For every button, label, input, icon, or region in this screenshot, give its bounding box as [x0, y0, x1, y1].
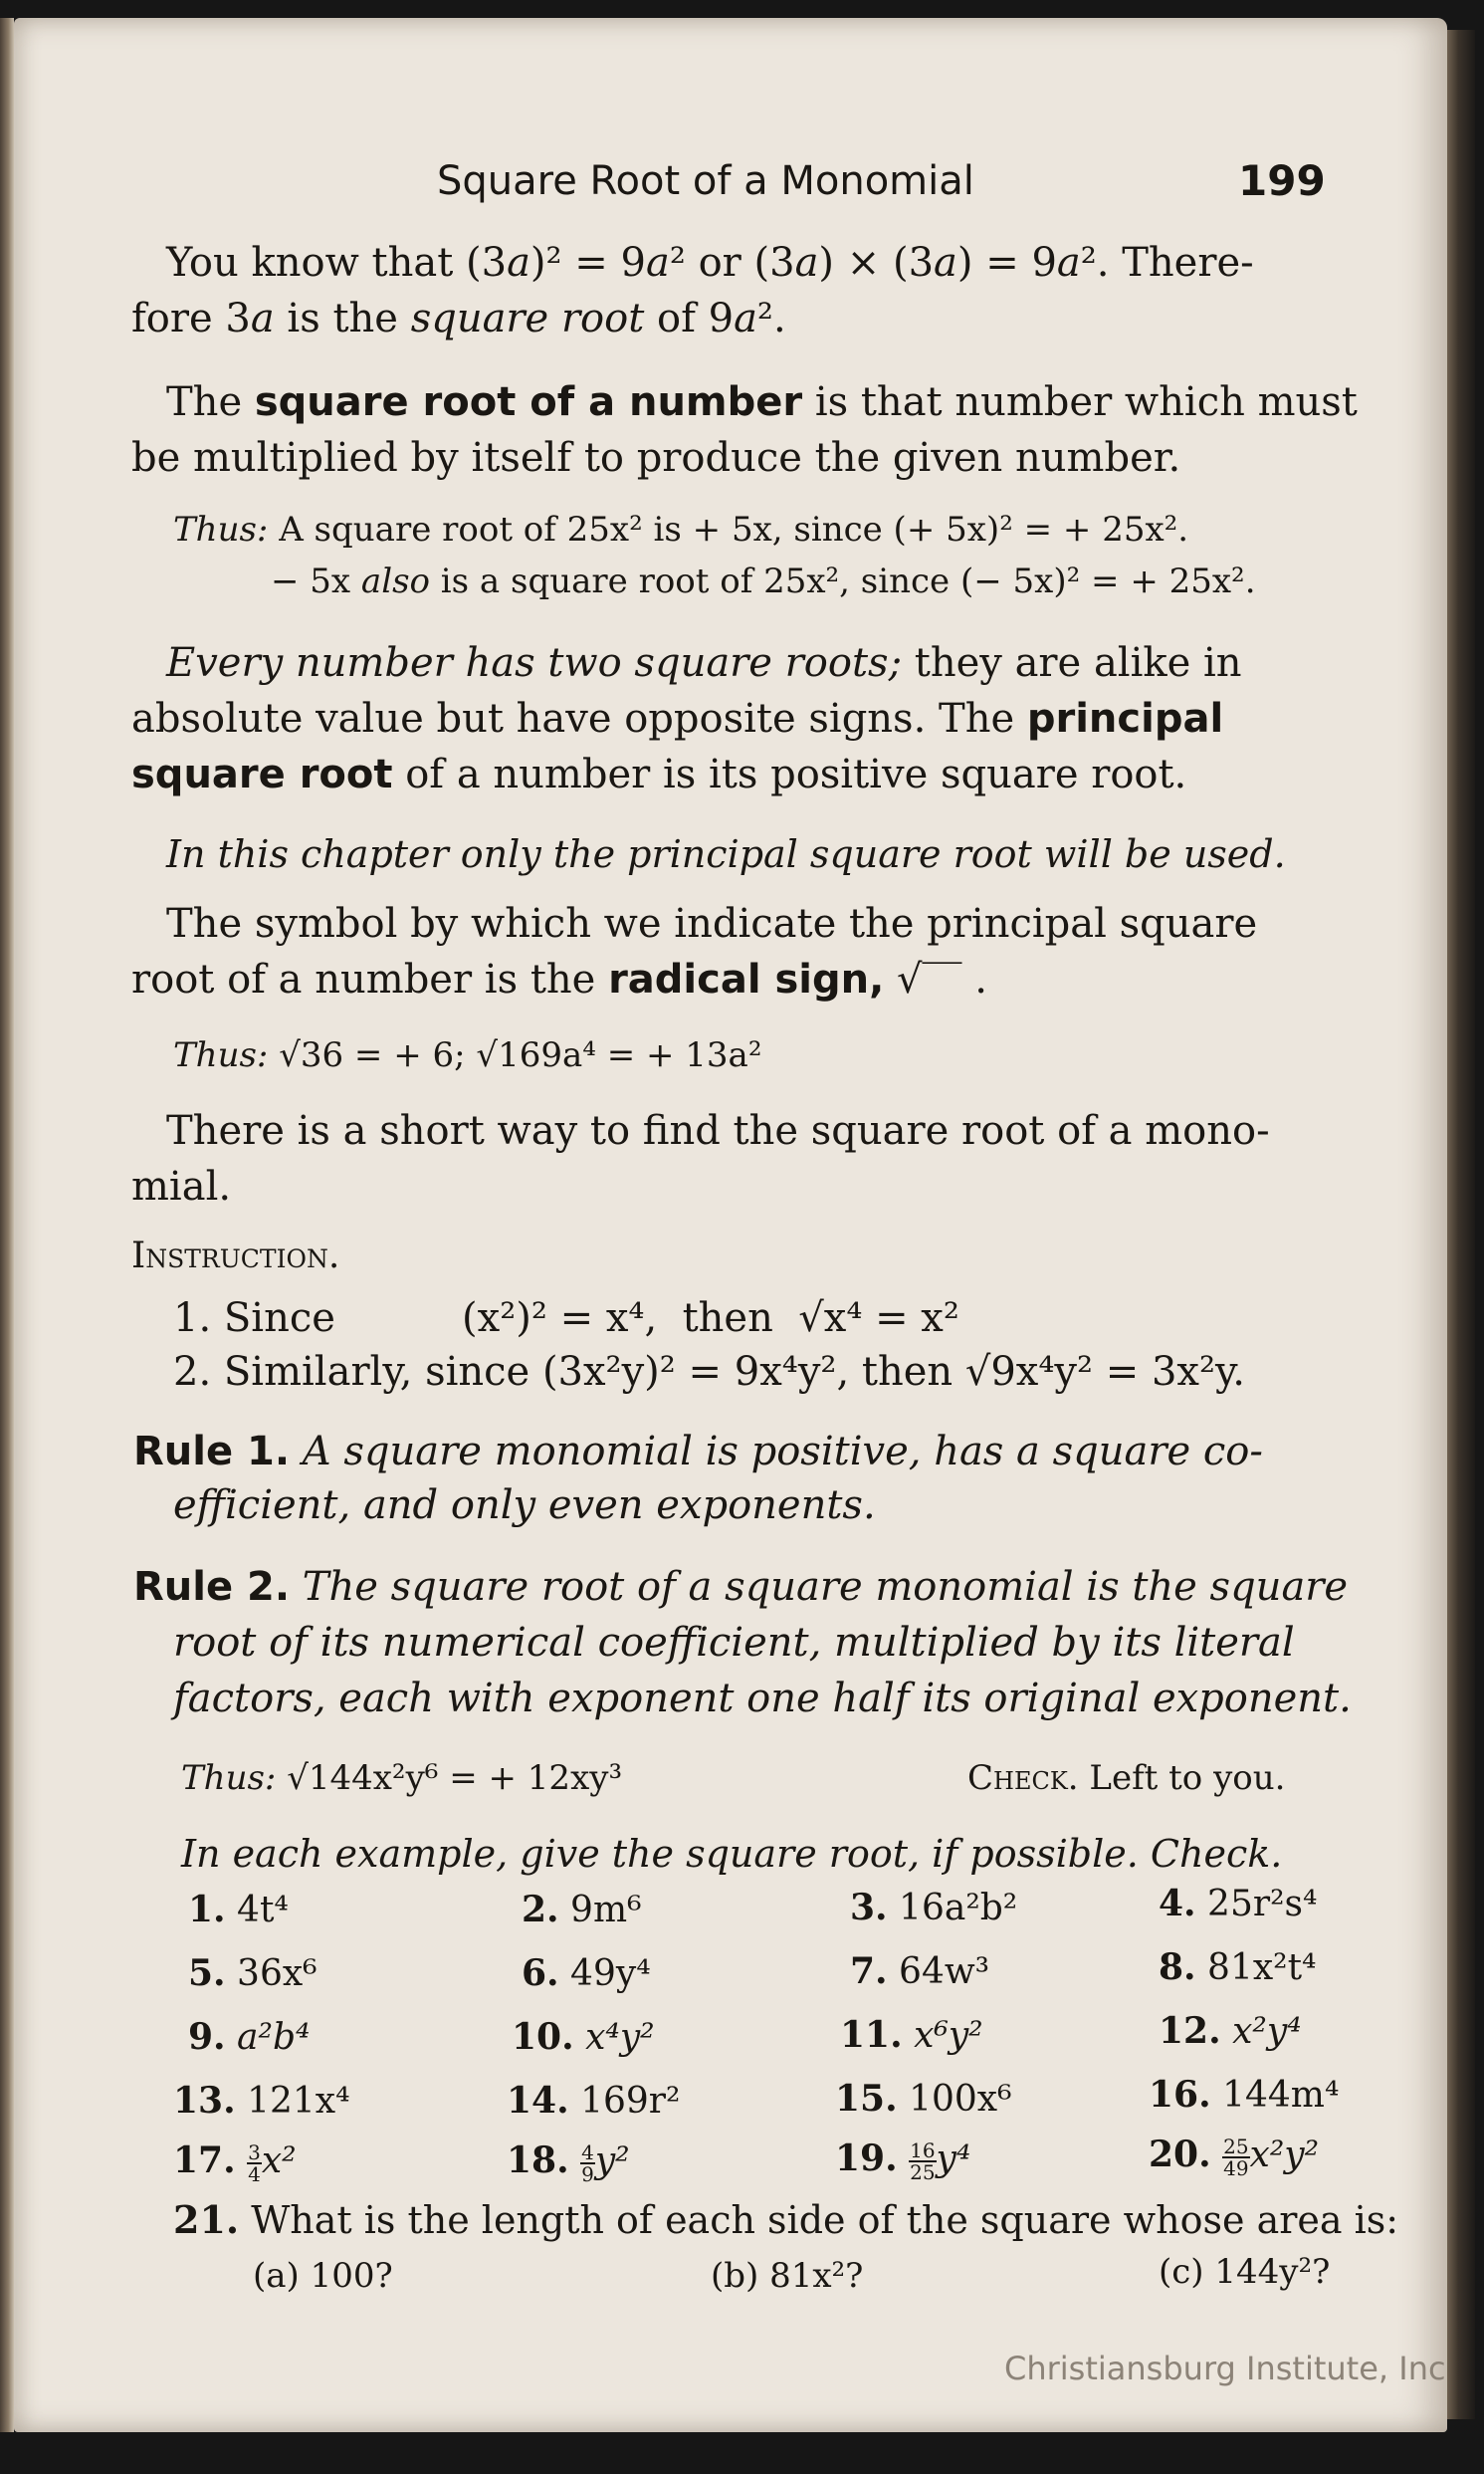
radical-sign-glyph: √‾‾ . [897, 957, 987, 1003]
book-binding [0, 18, 14, 2432]
exercise-item: 10. x⁴y² [512, 2016, 655, 2058]
principal-term: square root [131, 752, 393, 797]
thus-text: is a square root of 25x², since (− 5x)² = + 25x². [429, 562, 1256, 601]
intro-text: ) = 9 [956, 240, 1057, 286]
exercise-item: 2. 9m⁶ [522, 1889, 642, 1930]
rule-1-line-2: efficient, and only even exponents. [173, 1482, 876, 1528]
exercise-item: 5. 36x⁶ [188, 1952, 318, 1994]
exercise-item: 3. 16a²b² [850, 1887, 1018, 1928]
check-label: Check. [967, 1758, 1079, 1798]
thus-label: Thus: [173, 510, 269, 550]
rule-2-line-2: root of its numerical coefficient, multiplied by its literal [173, 1620, 1295, 1666]
intro-text: ². There- [1080, 240, 1254, 286]
exercise-item: 1. 4t⁴ [188, 1889, 289, 1930]
thus-text: √144x²y⁶ = + 12xy³ [276, 1758, 623, 1798]
rule-text: A square monomial is positive, has a square co- [290, 1429, 1263, 1474]
watermark: Christiansburg Institute, Inc [1004, 2350, 1446, 2387]
question-21-option-a: (a) 100? [253, 2256, 393, 2296]
question-number: 21. [173, 2197, 240, 2242]
exercise-item: 11. x⁶y² [840, 2014, 983, 2056]
emphasis-text: Every number has two square roots; [166, 640, 903, 686]
exercise-item: 16. 144m⁴ [1149, 2074, 1340, 2116]
instruction-heading: Instruction. [131, 1236, 340, 1276]
radical-sign-term: radical sign, [608, 957, 885, 1003]
question-text: What is the length of each side of the square whose area is: [239, 2198, 1399, 2242]
fraction: $\frac{4}{9}$ [581, 2140, 594, 2186]
exercise-item: 19. $\frac{16}{25}$ y⁴ [835, 2137, 971, 2184]
page-title: Square Root of a Monomial [437, 158, 974, 204]
variable: a [645, 240, 670, 286]
principal-term: principal [1026, 696, 1224, 742]
check-note [967, 1754, 1285, 1802]
symbol-line-1: The symbol by which we indicate the principal square [166, 901, 1258, 947]
exercise-item: 8. 81x²t⁴ [1159, 1946, 1317, 1988]
thus-example-1-line-2 [271, 558, 1256, 605]
thus-example-2 [173, 1031, 761, 1079]
exercise-item: 20. $\frac{25}{49}$ x²y² [1149, 2134, 1320, 2180]
thus-label: Thus: [181, 1758, 277, 1798]
question-21-option-c: (c) 144y²? [1159, 2252, 1331, 2292]
thus-label: Thus: [173, 1035, 269, 1075]
intro-text: You know that (3 [166, 240, 508, 286]
rule-2-line-3: factors, each with exponent one half its original exponent. [173, 1676, 1352, 1721]
principal-text: of a number is its positive square root. [392, 752, 1187, 797]
thus-example-1-line-1 [173, 506, 1188, 554]
rule-text: The square root of a square monomial is the square [290, 1564, 1349, 1610]
variable: a [734, 296, 757, 341]
book-page [14, 18, 1447, 2432]
emphasis-text: square root [410, 296, 645, 341]
definition-term: square root of a number [254, 379, 803, 425]
fraction: $\frac{3}{4}$ [248, 2140, 261, 2186]
intro-text: is the [274, 296, 411, 341]
symbol-text: root of a number is the [131, 957, 609, 1003]
page-number: 199 [1238, 156, 1326, 205]
exercise-item: 6. 49y⁴ [522, 1952, 651, 1994]
check-text: Left to you. [1078, 1758, 1286, 1798]
emphasis-text: also [360, 562, 430, 601]
variable: a [934, 240, 957, 286]
definition-line-1 [166, 378, 1358, 426]
exercise-instruction: In each example, give the square root, if possible. Check. [181, 1832, 1283, 1876]
thus-text: A square root of 25x² is + 5x, since (+ 5x)² = + 25x². [268, 510, 1189, 550]
thus-text: − 5x [271, 562, 361, 601]
intro-text: of 9 [644, 296, 735, 341]
principal-text: they are alike in [902, 640, 1242, 686]
intro-text: ² or (3 [669, 240, 795, 286]
exercise-item: 4. 25r²s⁴ [1159, 1883, 1318, 1924]
short-way-line-1: There is a short way to find the square root of a mono- [166, 1108, 1270, 1154]
intro-text: ) × (3 [818, 240, 935, 286]
intro-text: ². [756, 296, 786, 341]
exercise-item: 7. 64w³ [850, 1950, 990, 1992]
principal-text: absolute value but have opposite signs. The [131, 696, 1027, 742]
definition-text: is that number which must [802, 379, 1358, 425]
exercise-item: 13. 121x⁴ [173, 2080, 350, 2122]
exercise-item: 15. 100x⁶ [835, 2078, 1012, 2120]
rule-label: Rule 2. [133, 1564, 291, 1610]
thus-example-3 [181, 1754, 622, 1802]
definition-line-2: be multiplied by itself to produce the given number. [131, 435, 1181, 481]
variable: a [1056, 240, 1081, 286]
principal-line-1 [166, 639, 1242, 687]
chapter-note: In this chapter only the principal square root will be used. [166, 832, 1286, 876]
symbol-line-2 [131, 956, 987, 1004]
question-21-option-b: (b) 81x²? [711, 2256, 864, 2296]
rule-2-line-1 [133, 1563, 1348, 1611]
variable: a [794, 240, 819, 286]
short-way-line-2: mial. [131, 1164, 232, 1210]
intro-text: )² = 9 [530, 240, 646, 286]
exercise-item: 12. x²y⁴ [1159, 2010, 1302, 2052]
question-21 [173, 2196, 1398, 2244]
instruction-item-2: 2. Similarly, since (3x²y)² = 9x⁴y², then √9x⁴y² = 3x²y. [173, 1349, 1246, 1395]
intro-text: fore 3 [131, 296, 251, 341]
intro-line-2 [131, 295, 786, 342]
rule-label: Rule 1. [133, 1429, 291, 1474]
principal-line-3 [131, 751, 1186, 798]
exercise-item: 18. $\frac{4}{9}$ y² [507, 2139, 630, 2186]
fraction: $\frac{16}{25}$ [910, 2138, 936, 2184]
intro-line-1 [166, 239, 1254, 287]
rule-1-line-1 [133, 1428, 1263, 1475]
instruction-item-1: 1. Since (x²)² = x⁴, then √x⁴ = x² [173, 1295, 959, 1341]
principal-line-2 [131, 695, 1223, 743]
variable: a [507, 240, 530, 286]
variable: a [250, 296, 275, 341]
definition-text: The [166, 379, 255, 425]
exercise-item: 14. 169r² [507, 2080, 681, 2122]
page-content [14, 18, 1447, 2432]
thus-text: √36 = + 6; √169a⁴ = + 13a² [268, 1035, 762, 1075]
page-edge-shadow [1447, 30, 1475, 2419]
fraction: $\frac{25}{49}$ [1223, 2135, 1249, 2180]
exercise-item: 17. $\frac{3}{4}$ x² [173, 2139, 297, 2186]
exercise-item: 9. a²b⁴ [188, 2016, 311, 2058]
